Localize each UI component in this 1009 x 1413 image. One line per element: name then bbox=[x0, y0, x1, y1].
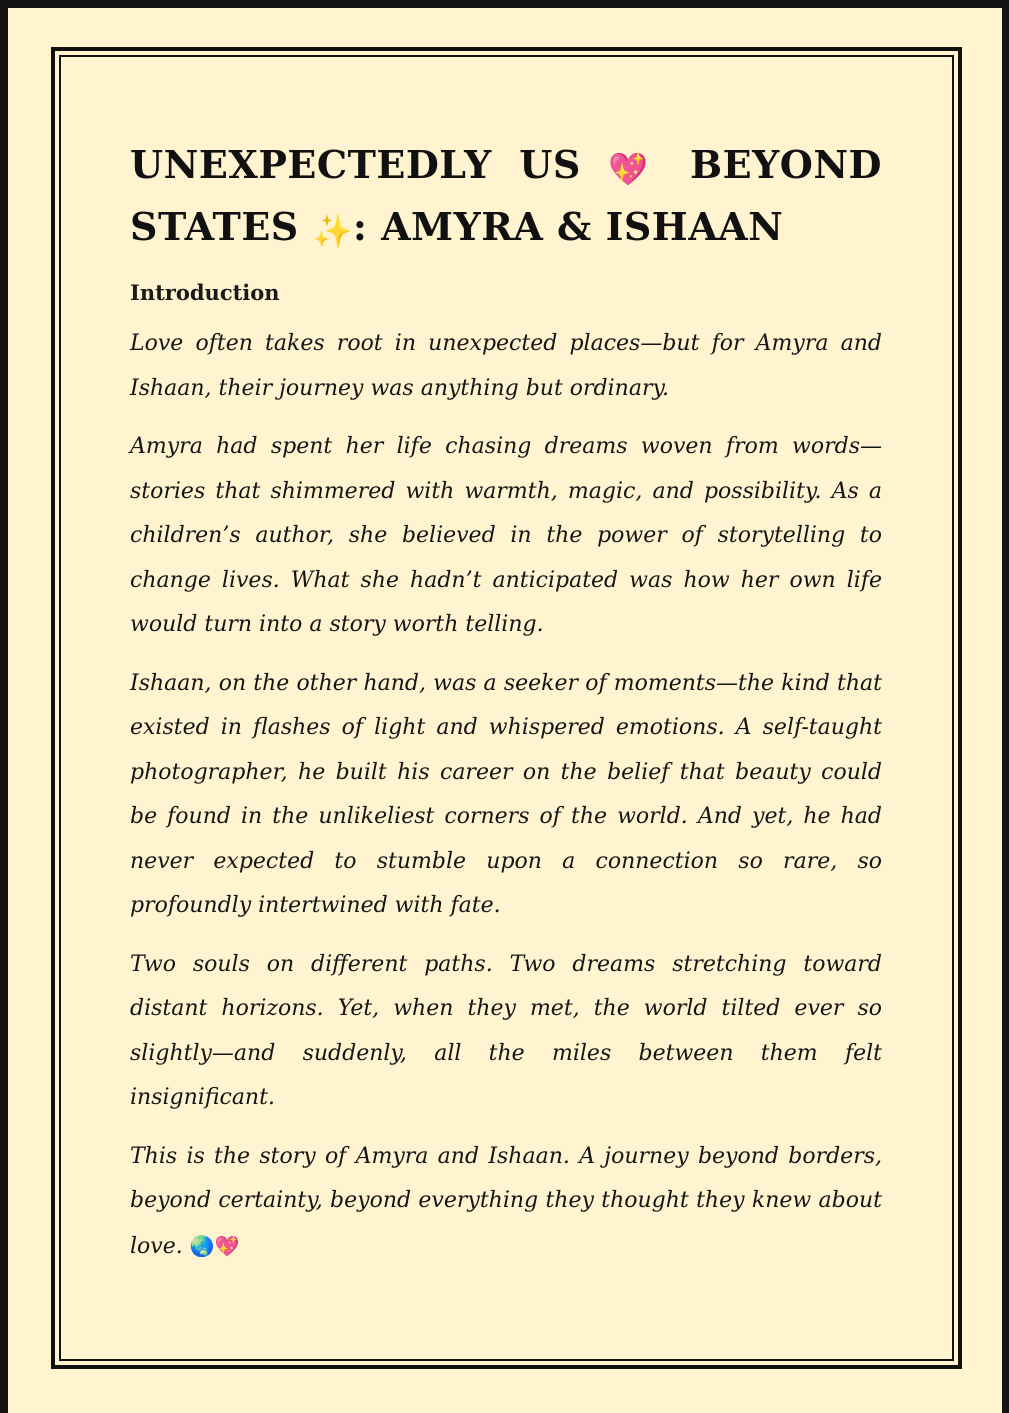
paragraph-1: Love often takes root in unexpected places—but for Amyra and Ishaan, their journey was anything but ordinary. bbox=[130, 331, 882, 401]
sparkling-heart-icon: 💖 bbox=[608, 150, 663, 188]
title-part-1: UNEXPECTEDLY US bbox=[130, 142, 581, 187]
paragraph-2: Amyra had spent her life chasing dreams woven from words—stories that shimmered with warmth, magic, and possibility. As a children’s author, she believed in the power of storytelling to change lives. What she hadn’t anticipated was how her own life would turn into a story worth telling. bbox=[130, 434, 882, 637]
paragraph-3: Ishaan, on the other hand, was a seeker of moments—the kind that existed in flashes of light and whispered emotions. A self-taught photographer, he built his career on the belief that beauty could be found in the unlikeliest corners of the world. And yet, he had never expected to stumble upon a connection so rare, so profoundly intertwined with fate. bbox=[130, 670, 882, 918]
paragraph-5-text: This is the story of Amyra and Ishaan. A journey beyond borders, beyond certainty, beyond everything they thought they knew about love. bbox=[130, 1143, 882, 1259]
document-title bbox=[130, 136, 882, 260]
title-part-3: : AMYRA & ISHAAN bbox=[352, 204, 784, 249]
document-page bbox=[8, 8, 1002, 1413]
section-heading: Introduction bbox=[130, 280, 280, 305]
globe-heart-icon: 🌏💖 bbox=[189, 1233, 240, 1258]
title-part-2: BEYOND STATES bbox=[130, 142, 883, 249]
paragraph-4: Two souls on different paths. Two dreams stretching toward distant horizons. Yet, when they met, the world tilted ever so slightly—and suddenly, all the miles between them felt insignificant. bbox=[130, 951, 882, 1110]
sparkles-icon: ✨ bbox=[312, 212, 353, 250]
document-content bbox=[130, 136, 882, 1269]
paragraph-5 bbox=[130, 1135, 882, 1270]
